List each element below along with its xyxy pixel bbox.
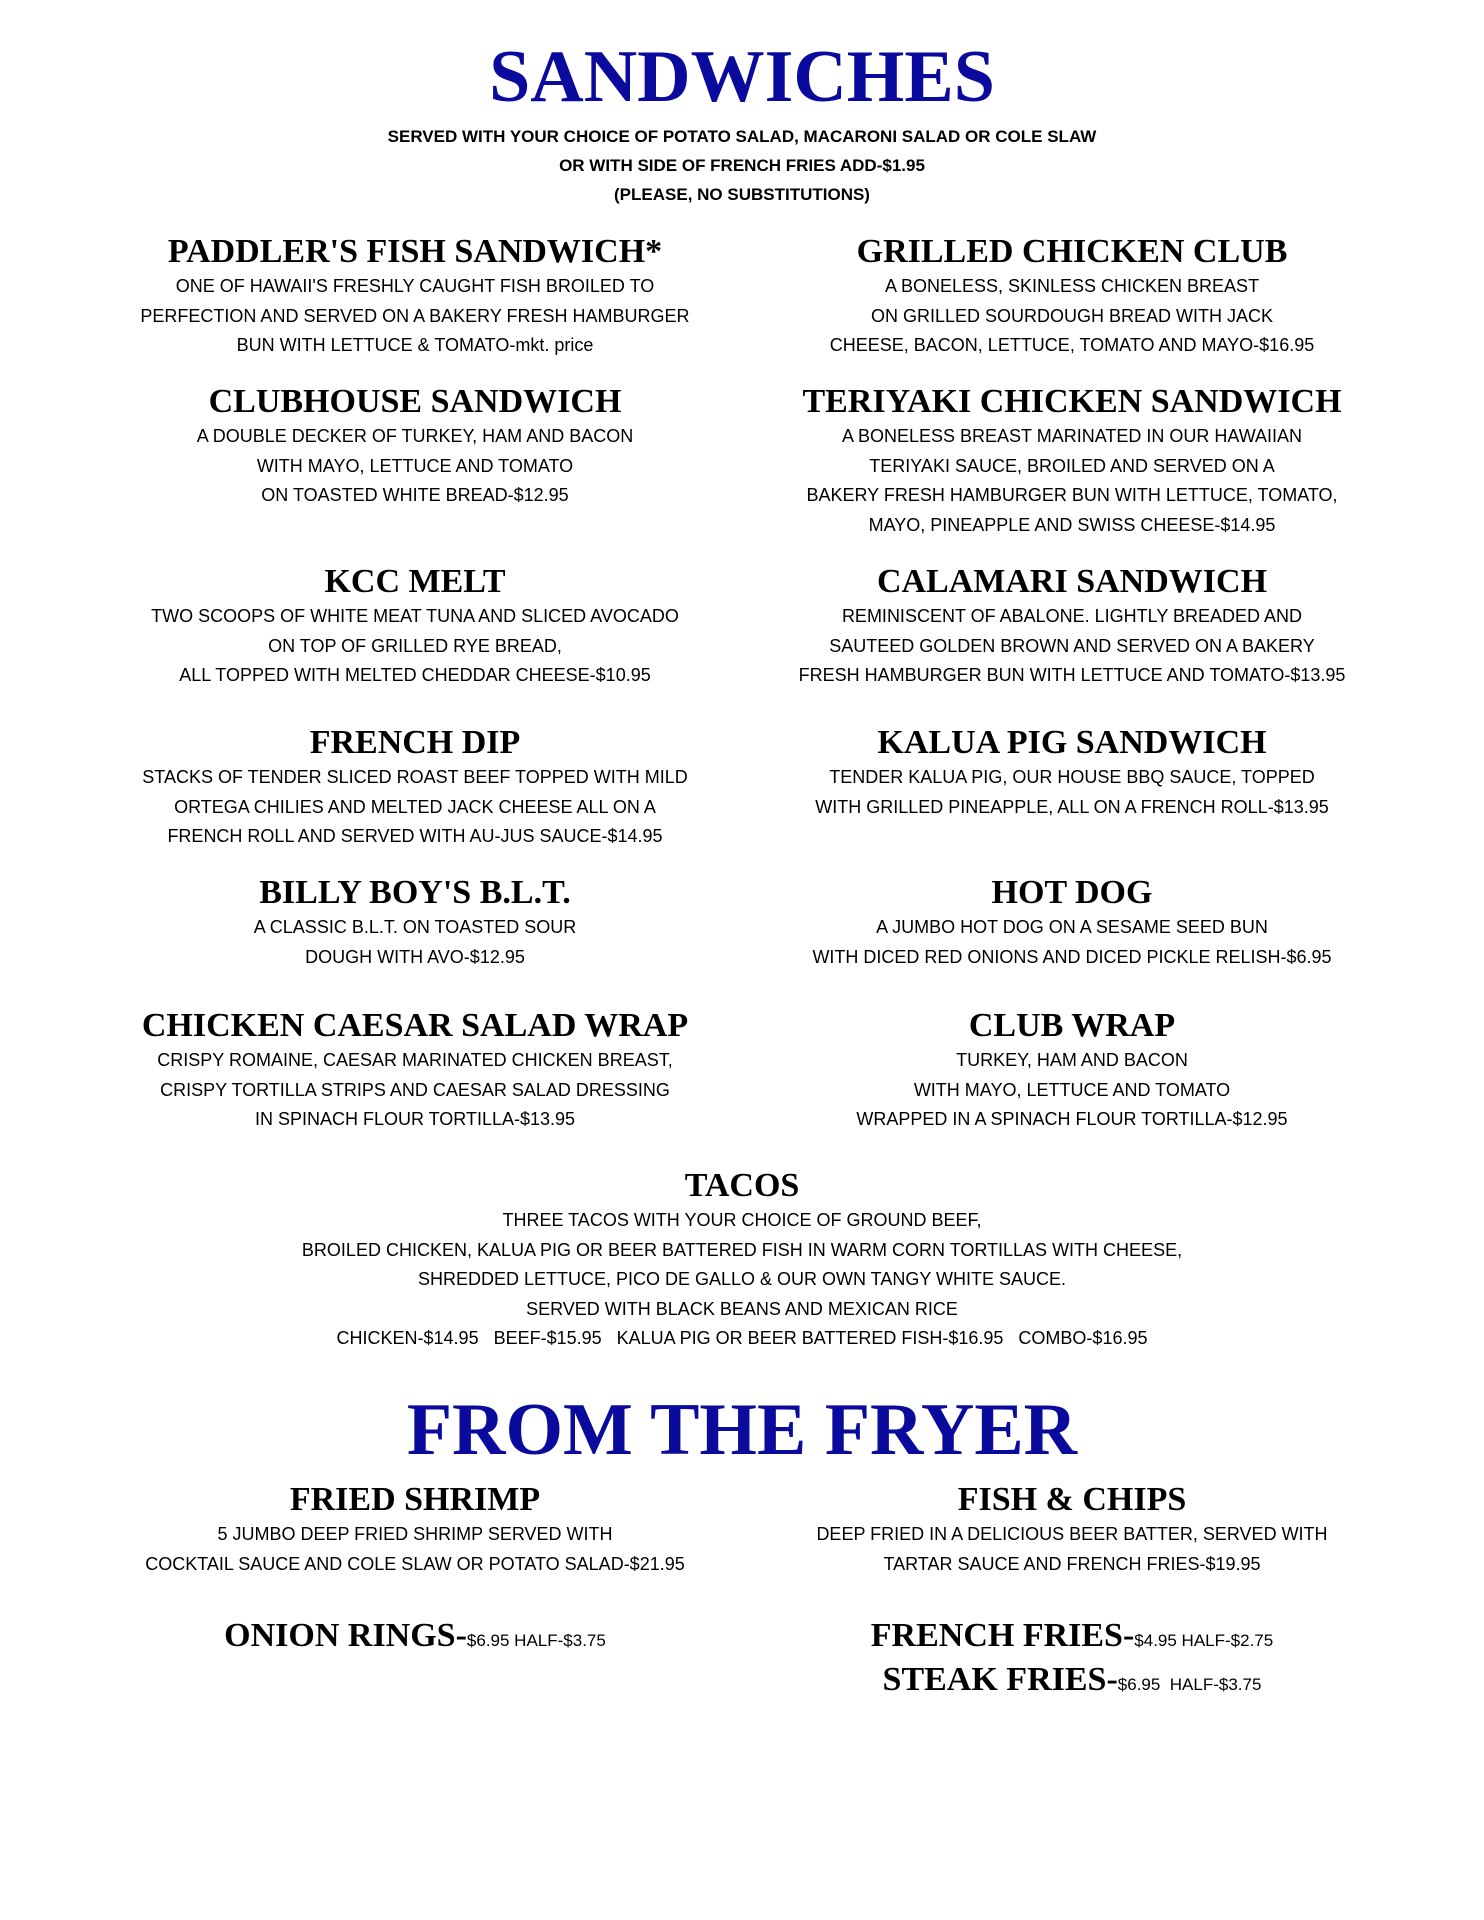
item-description xyxy=(752,763,1392,822)
item-line: COCKTAIL SAUCE AND COLE SLAW OR POTATO SALAD-$21.95 xyxy=(145,1553,685,1574)
item-description xyxy=(95,763,735,852)
fryer-title: FROM THE FRYER xyxy=(406,1389,1078,1471)
item-line: THREE TACOS WITH YOUR CHOICE OF GROUND BEEF, xyxy=(502,1210,982,1230)
item-description xyxy=(752,272,1392,361)
item-name: KALUA PIG SANDWICH xyxy=(877,724,1267,761)
menu-item-chicken-caesar-salad-wrap xyxy=(95,1006,735,1135)
item-line: TWO SCOOPS OF WHITE MEAT TUNA AND SLICED AVOCADO xyxy=(151,606,679,626)
item-line: 5 JUMBO DEEP FRIED SHRIMP SERVED WITH xyxy=(217,1524,613,1544)
sandwiches-subtitle xyxy=(0,122,1484,209)
item-line: WITH GRILLED PINEAPPLE, ALL ON A FRENCH ROLL-$13.95 xyxy=(815,796,1329,817)
item-line: A CLASSIC B.L.T. ON TOASTED SOUR xyxy=(253,917,577,937)
side-french-fries xyxy=(752,1616,1392,1656)
menu-item-clubhouse-sandwich xyxy=(95,382,735,511)
item-line: SAUTEED GOLDEN BROWN AND SERVED ON A BAKERY xyxy=(829,635,1315,656)
item-line: FRENCH ROLL AND SERVED WITH AU-JUS SAUCE-$14.95 xyxy=(167,826,663,846)
item-line: STACKS OF TENDER SLICED ROAST BEEF TOPPED WITH MILD xyxy=(142,767,688,787)
item-name: CLUB WRAP xyxy=(968,1007,1176,1044)
item-name: TERIYAKI CHICKEN SANDWICH xyxy=(802,383,1342,420)
item-line: CHEESE, BACON, LETTUCE, TOMATO AND MAYO-$16.95 xyxy=(829,335,1315,355)
item-line: FRESH HAMBURGER BUN WITH LETTUCE AND TOMATO-$13.95 xyxy=(798,665,1346,685)
item-name: HOT DOG xyxy=(991,874,1153,911)
item-name: KCC MELT xyxy=(324,563,506,600)
item-description xyxy=(95,272,735,361)
item-line: ON TOP OF GRILLED RYE BREAD, xyxy=(268,635,562,656)
item-description xyxy=(95,1046,735,1135)
side-price: $6.95 HALF-$3.75 xyxy=(1117,1675,1262,1694)
subtitle-line: OR WITH SIDE OF FRENCH FRIES ADD-$1.95 xyxy=(559,156,925,175)
item-line: IN SPINACH FLOUR TORTILLA-$13.95 xyxy=(254,1109,576,1129)
item-line: CHICKEN-$14.95 BEEF-$15.95 KALUA PIG OR BEER BATTERED FISH-$16.95 COMBO-$16.95 xyxy=(336,1328,1148,1348)
item-line: CRISPY ROMAINE, CAESAR MARINATED CHICKEN BREAST, xyxy=(157,1050,673,1070)
item-name: TACOS xyxy=(684,1167,800,1204)
item-line: A BONELESS, SKINLESS CHICKEN BREAST xyxy=(884,276,1260,296)
menu-item-french-dip xyxy=(95,723,735,852)
menu-item-tacos xyxy=(242,1166,1242,1354)
side-name: FRENCH FRIES- xyxy=(870,1617,1135,1654)
item-line: DOUGH WITH AVO-$12.95 xyxy=(305,946,525,967)
item-line: BAKERY FRESH HAMBURGER BUN WITH LETTUCE, TOMATO, xyxy=(806,485,1338,505)
item-description xyxy=(242,1206,1242,1354)
item-line: SERVED WITH BLACK BEANS AND MEXICAN RICE xyxy=(526,1298,958,1319)
item-line: TARTAR SAUCE AND FRENCH FRIES-$19.95 xyxy=(883,1553,1261,1574)
item-description xyxy=(95,422,735,511)
item-line: PERFECTION AND SERVED ON A BAKERY FRESH HAMBURGER xyxy=(140,305,690,326)
menu-item-teriyaki-chicken-sandwich xyxy=(752,382,1392,540)
item-description xyxy=(95,602,735,691)
item-name: CLUBHOUSE SANDWICH xyxy=(208,383,622,420)
item-line: ORTEGA CHILIES AND MELTED JACK CHEESE ALL ON A xyxy=(174,796,656,817)
subtitle-line: SERVED WITH YOUR CHOICE OF POTATO SALAD, MACARONI SALAD OR COLE SLAW xyxy=(387,127,1097,146)
item-line: ONE OF HAWAII'S FRESHLY CAUGHT FISH BROILED TO xyxy=(175,276,655,296)
menu-item-hot-dog xyxy=(752,873,1392,972)
item-line: WITH MAYO, LETTUCE AND TOMATO xyxy=(256,455,574,476)
item-line: ALL TOPPED WITH MELTED CHEDDAR CHEESE-$10.95 xyxy=(179,665,651,685)
item-name: CHICKEN CAESAR SALAD WRAP xyxy=(141,1007,689,1044)
side-onion-rings xyxy=(95,1616,735,1656)
side-price: $6.95 HALF-$3.75 xyxy=(466,1631,606,1650)
item-description xyxy=(95,913,735,972)
side-steak-fries xyxy=(752,1660,1392,1700)
menu-item-club-wrap xyxy=(752,1006,1392,1135)
item-name: FISH & CHIPS xyxy=(957,1481,1187,1518)
item-name: FRENCH DIP xyxy=(309,724,521,761)
side-name: ONION RINGS- xyxy=(224,1617,467,1654)
item-line: ON GRILLED SOURDOUGH BREAD WITH JACK xyxy=(870,305,1274,326)
item-name: BILLY BOY'S B.L.T. xyxy=(259,874,571,911)
menu-item-kalua-pig-sandwich xyxy=(752,723,1392,822)
item-line: SHREDDED LETTUCE, PICO DE GALLO & OUR OWN TANGY WHITE SAUCE. xyxy=(417,1269,1067,1289)
item-description xyxy=(752,1520,1392,1579)
item-line: TENDER KALUA PIG, OUR HOUSE BBQ SAUCE, TOPPED xyxy=(829,767,1315,787)
item-name: CALAMARI SANDWICH xyxy=(876,563,1268,600)
item-line: WRAPPED IN A SPINACH FLOUR TORTILLA-$12.95 xyxy=(856,1109,1288,1129)
side-price: $4.95 HALF-$2.75 xyxy=(1134,1631,1274,1650)
menu-item-grilled-chicken-club xyxy=(752,232,1392,361)
item-line: WITH MAYO, LETTUCE AND TOMATO xyxy=(913,1079,1231,1100)
sandwiches-title: SANDWICHES xyxy=(489,36,995,118)
item-line: REMINISCENT OF ABALONE. LIGHTLY BREADED AND xyxy=(841,606,1303,626)
item-line: A BONELESS BREAST MARINATED IN OUR HAWAIIAN xyxy=(841,426,1303,446)
item-description xyxy=(752,1046,1392,1135)
item-line: DEEP FRIED IN A DELICIOUS BEER BATTER, SERVED WITH xyxy=(816,1524,1328,1544)
item-line: CRISPY TORTILLA STRIPS AND CAESAR SALAD DRESSING xyxy=(160,1079,670,1100)
item-line: BROILED CHICKEN, KALUA PIG OR BEER BATTERED FISH IN WARM CORN TORTILLAS WITH CHEESE, xyxy=(301,1239,1183,1260)
side-name: STEAK FRIES- xyxy=(882,1661,1118,1698)
menu-item-billy-boys-blt xyxy=(95,873,735,972)
item-line: ON TOASTED WHITE BREAD-$12.95 xyxy=(261,485,569,505)
item-line: A JUMBO HOT DOG ON A SESAME SEED BUN xyxy=(876,917,1268,937)
subtitle-line: (PLEASE, NO SUBSTITUTIONS) xyxy=(614,185,870,204)
menu-item-calamari-sandwich xyxy=(752,562,1392,691)
menu-item-kcc-melt xyxy=(95,562,735,691)
item-description xyxy=(752,913,1392,972)
item-line: TURKEY, HAM AND BACON xyxy=(956,1050,1188,1070)
item-line: A DOUBLE DECKER OF TURKEY, HAM AND BACON xyxy=(196,426,634,446)
item-name: FRIED SHRIMP xyxy=(289,1481,541,1518)
item-line: WITH DICED RED ONIONS AND DICED PICKLE RELISH-$6.95 xyxy=(812,946,1332,967)
item-description xyxy=(752,422,1392,540)
item-description xyxy=(95,1520,735,1579)
menu-item-paddlers-fish-sandwich xyxy=(95,232,735,361)
item-line: BUN WITH LETTUCE & TOMATO-mkt. price xyxy=(236,335,594,355)
item-name: GRILLED CHICKEN CLUB xyxy=(856,233,1288,270)
item-description xyxy=(752,602,1392,691)
menu-item-fried-shrimp xyxy=(95,1480,735,1579)
item-line: TERIYAKI SAUCE, BROILED AND SERVED ON A xyxy=(869,455,1275,476)
menu-item-fish-and-chips xyxy=(752,1480,1392,1579)
item-line: MAYO, PINEAPPLE AND SWISS CHEESE-$14.95 xyxy=(868,514,1276,535)
item-name: PADDLER'S FISH SANDWICH* xyxy=(167,233,663,270)
